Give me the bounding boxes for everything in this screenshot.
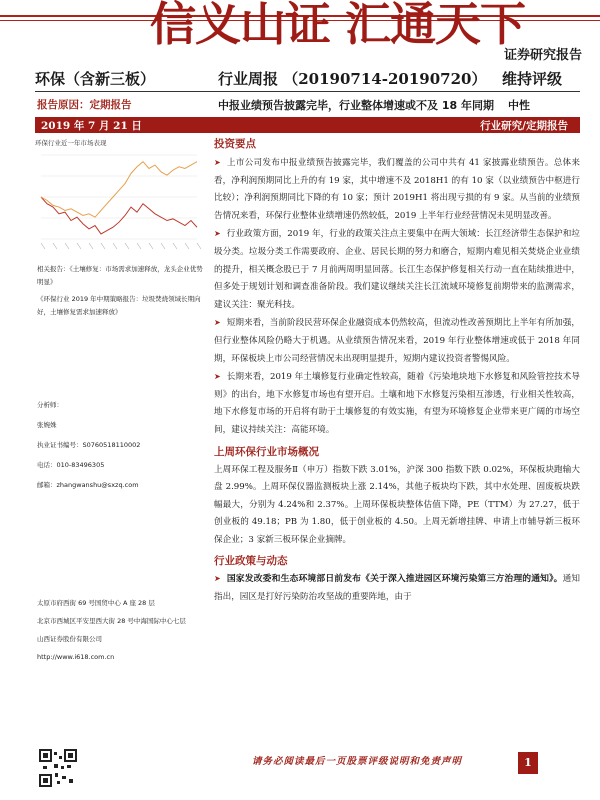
headline <box>218 97 530 113</box>
disclaimer-note: 请务必阅读最后一页股票评级说明和免责声明 <box>252 756 463 767</box>
chart-x-tick <box>185 243 189 249</box>
address-line-1: 太原市府西街 69 号国贸中心 A 座 28 层 <box>37 599 155 607</box>
chart-x-tick <box>161 243 165 249</box>
sidebar <box>35 138 203 259</box>
policy-title: 行业政策与动态 <box>214 555 288 568</box>
report-category: 行业研究/定期报告 <box>480 120 568 132</box>
slogan: 信义山证 汇通天下 <box>150 0 526 51</box>
chart-x-tick <box>53 243 57 249</box>
address-line-2: 北京市西城区平安里西大街 28 号中海国际中心七层 <box>37 617 186 625</box>
chart-x-tick <box>137 243 141 249</box>
company-name: 山西证券股份有限公司 <box>37 635 102 643</box>
date-bar <box>35 117 580 133</box>
invest-text-2: 行业政策方面，2019 年，行业的政策关注点主要集中在两大领域：长江经济带生态保护和垃圾分类。垃圾分类工作需要政府、企业、居民长期的努力和磨合，短期内难见相关焚烧企业业绩的提升，相关概念股已于 7 月前两周明显回落。长江生态保护修复相关行动一直在陆续推进中，但多处于规划计划和调查准备阶段。我们建议继续关注长江流域环境修复前期带来的监测需求，建议关注：聚光科技。 <box>214 229 580 310</box>
arrow-bullet-icon: ➤ <box>214 372 221 382</box>
report-type: 证券研究报告 <box>503 48 582 63</box>
industry-name: 环保（含新三板） <box>35 70 156 88</box>
report-reason: 报告原因：定期报告 <box>37 99 132 111</box>
phone: 电话：010-83496305 <box>37 461 105 469</box>
invest-title: 投资要点 <box>214 138 256 150</box>
header-divider <box>35 91 580 92</box>
arrow-bullet-icon: ➤ <box>214 574 221 584</box>
rating-label: 维持评级 <box>501 70 562 88</box>
chart-x-tick <box>89 243 93 249</box>
chart-x-tick <box>101 243 105 249</box>
invest-text-1: 上市公司发布中报业绩预告披露完毕，我们覆盖的公司中共有 41 家披露业绩预告。总体来看，净利润预期同比上升的有 19 家，其中增速不及 2018H1 的有 10 家（以业绩预告中枢进行比较）；净利润预期同比下降的有 10 家；预计 2019H1 将出现亏损的有 9 家。从当前的业绩预告情况来看，环保行业整体业绩增速仍然较低，2019 上半年行业经营情况未见明显改善。 <box>214 158 580 221</box>
arrow-bullet-icon: ➤ <box>214 318 221 328</box>
chart-series-line-1 <box>41 197 197 234</box>
related-reports <box>37 263 205 323</box>
analyst-info <box>37 395 205 495</box>
news-body: 通知指出，园区是打好污染防治攻坚战的重要阵地，由于 <box>214 574 580 603</box>
chart-x-tick <box>173 243 177 249</box>
chart-x-tick <box>149 243 153 249</box>
qr-code-icon <box>39 749 77 787</box>
market-title: 上周环保行业市场概况 <box>214 445 319 458</box>
invest-paragraph-2 <box>214 225 580 314</box>
license-number: 执业证书编号：S0760518110002 <box>37 441 141 449</box>
invest-text-3: 短期来看，当前阶段民营环保企业融资成本仍然较高，但流动性改善预期比上半年有所加强，但行业整体风险仍略大于机遇。从业绩预告情况来看，2019 年行业整体增速或低于 2018 年同期，环保板块上市公司经营情况未出现明显提升，短期内建议投资者警惕风险。 <box>214 318 580 364</box>
chart-x-tick <box>197 243 201 249</box>
invest-paragraph-1 <box>214 154 580 225</box>
related-report-2: 《环保行业 2019 年中期策略报告：垃圾焚烧领域长期向好，土壤修复需求加速释放》 <box>37 295 201 316</box>
arrow-bullet-icon: ➤ <box>214 229 221 239</box>
company-address <box>37 594 205 666</box>
chart-title: 环保行业近一年市场表现 <box>35 139 107 147</box>
invest-paragraph-4 <box>214 368 580 439</box>
chart-series-line-2 <box>41 162 197 217</box>
arrow-bullet-icon: ➤ <box>214 158 221 167</box>
chart-x-tick <box>65 243 69 249</box>
news-paragraph <box>214 570 580 606</box>
analyst-name: 张婉姝 <box>37 421 57 429</box>
report-title: 行业周报 （20190714-20190720） <box>218 70 487 88</box>
chart-x-tick <box>125 243 129 249</box>
chart-x-tick <box>77 243 81 249</box>
main-content <box>214 136 580 607</box>
news-title: 国家发改委和生态环境部日前发布《关于深入推进园区环境污染第三方治理的通知》。 <box>226 574 563 585</box>
report-header <box>35 66 580 91</box>
email[interactable]: 邮箱：zhangwanshu@sxzq.com <box>37 481 139 489</box>
rating-value: 中性 <box>507 99 530 112</box>
headline-text: 中报业绩预告披露完毕，行业整体增速或不及 18 年同期 <box>218 99 494 112</box>
related-report-1: 相关报告：《土壤修复：市场需求加速释放，龙头企业优势明显》 <box>37 265 203 286</box>
invest-text-4: 长期来看，2019 年土壤修复行业确定性较高，随着《污染地块地下水修复和风险管控技术导则》的出台，地下水修复市场也有望开启。土壤和地下水修复污染相互渗透，行业相关性较高，地下水修复市场的开启将有助于土壤修复的有效实施，有望为环境修复企业带来更广阔的市场空间，建议持续关注：高能环境。 <box>214 372 580 435</box>
company-website[interactable]: http://www.i618.com.cn <box>37 653 115 661</box>
performance-chart <box>35 147 203 255</box>
chart-x-tick <box>41 243 45 249</box>
report-date: 2019 年 7 月 21 日 <box>41 120 142 132</box>
market-paragraph: 上周环保工程及服务Ⅱ（申万）指数下跌 3.01%，沪深 300 指数下跌 0.02%，环保板块跑输大盘 2.99%。上周环保仪器监测板块上涨 2.14%，其他子板块均下跌，其中水处理、固废板块跌幅最大，分别为 4.24%和 2.37%。上周环保板块整体估值下降，PE（TTM）为 27.27，低于创业板的 49.18；PB 为 1.80，低于创业板的 4.50。上周无新增挂牌、申请上市辅导新三板环保企业；3 家新三板环保企业摘牌。 <box>214 464 580 545</box>
analyst-label: 分析师： <box>37 401 63 409</box>
invest-paragraph-3 <box>214 314 580 368</box>
chart-x-tick <box>113 243 117 249</box>
page-number: 1 <box>518 752 538 774</box>
